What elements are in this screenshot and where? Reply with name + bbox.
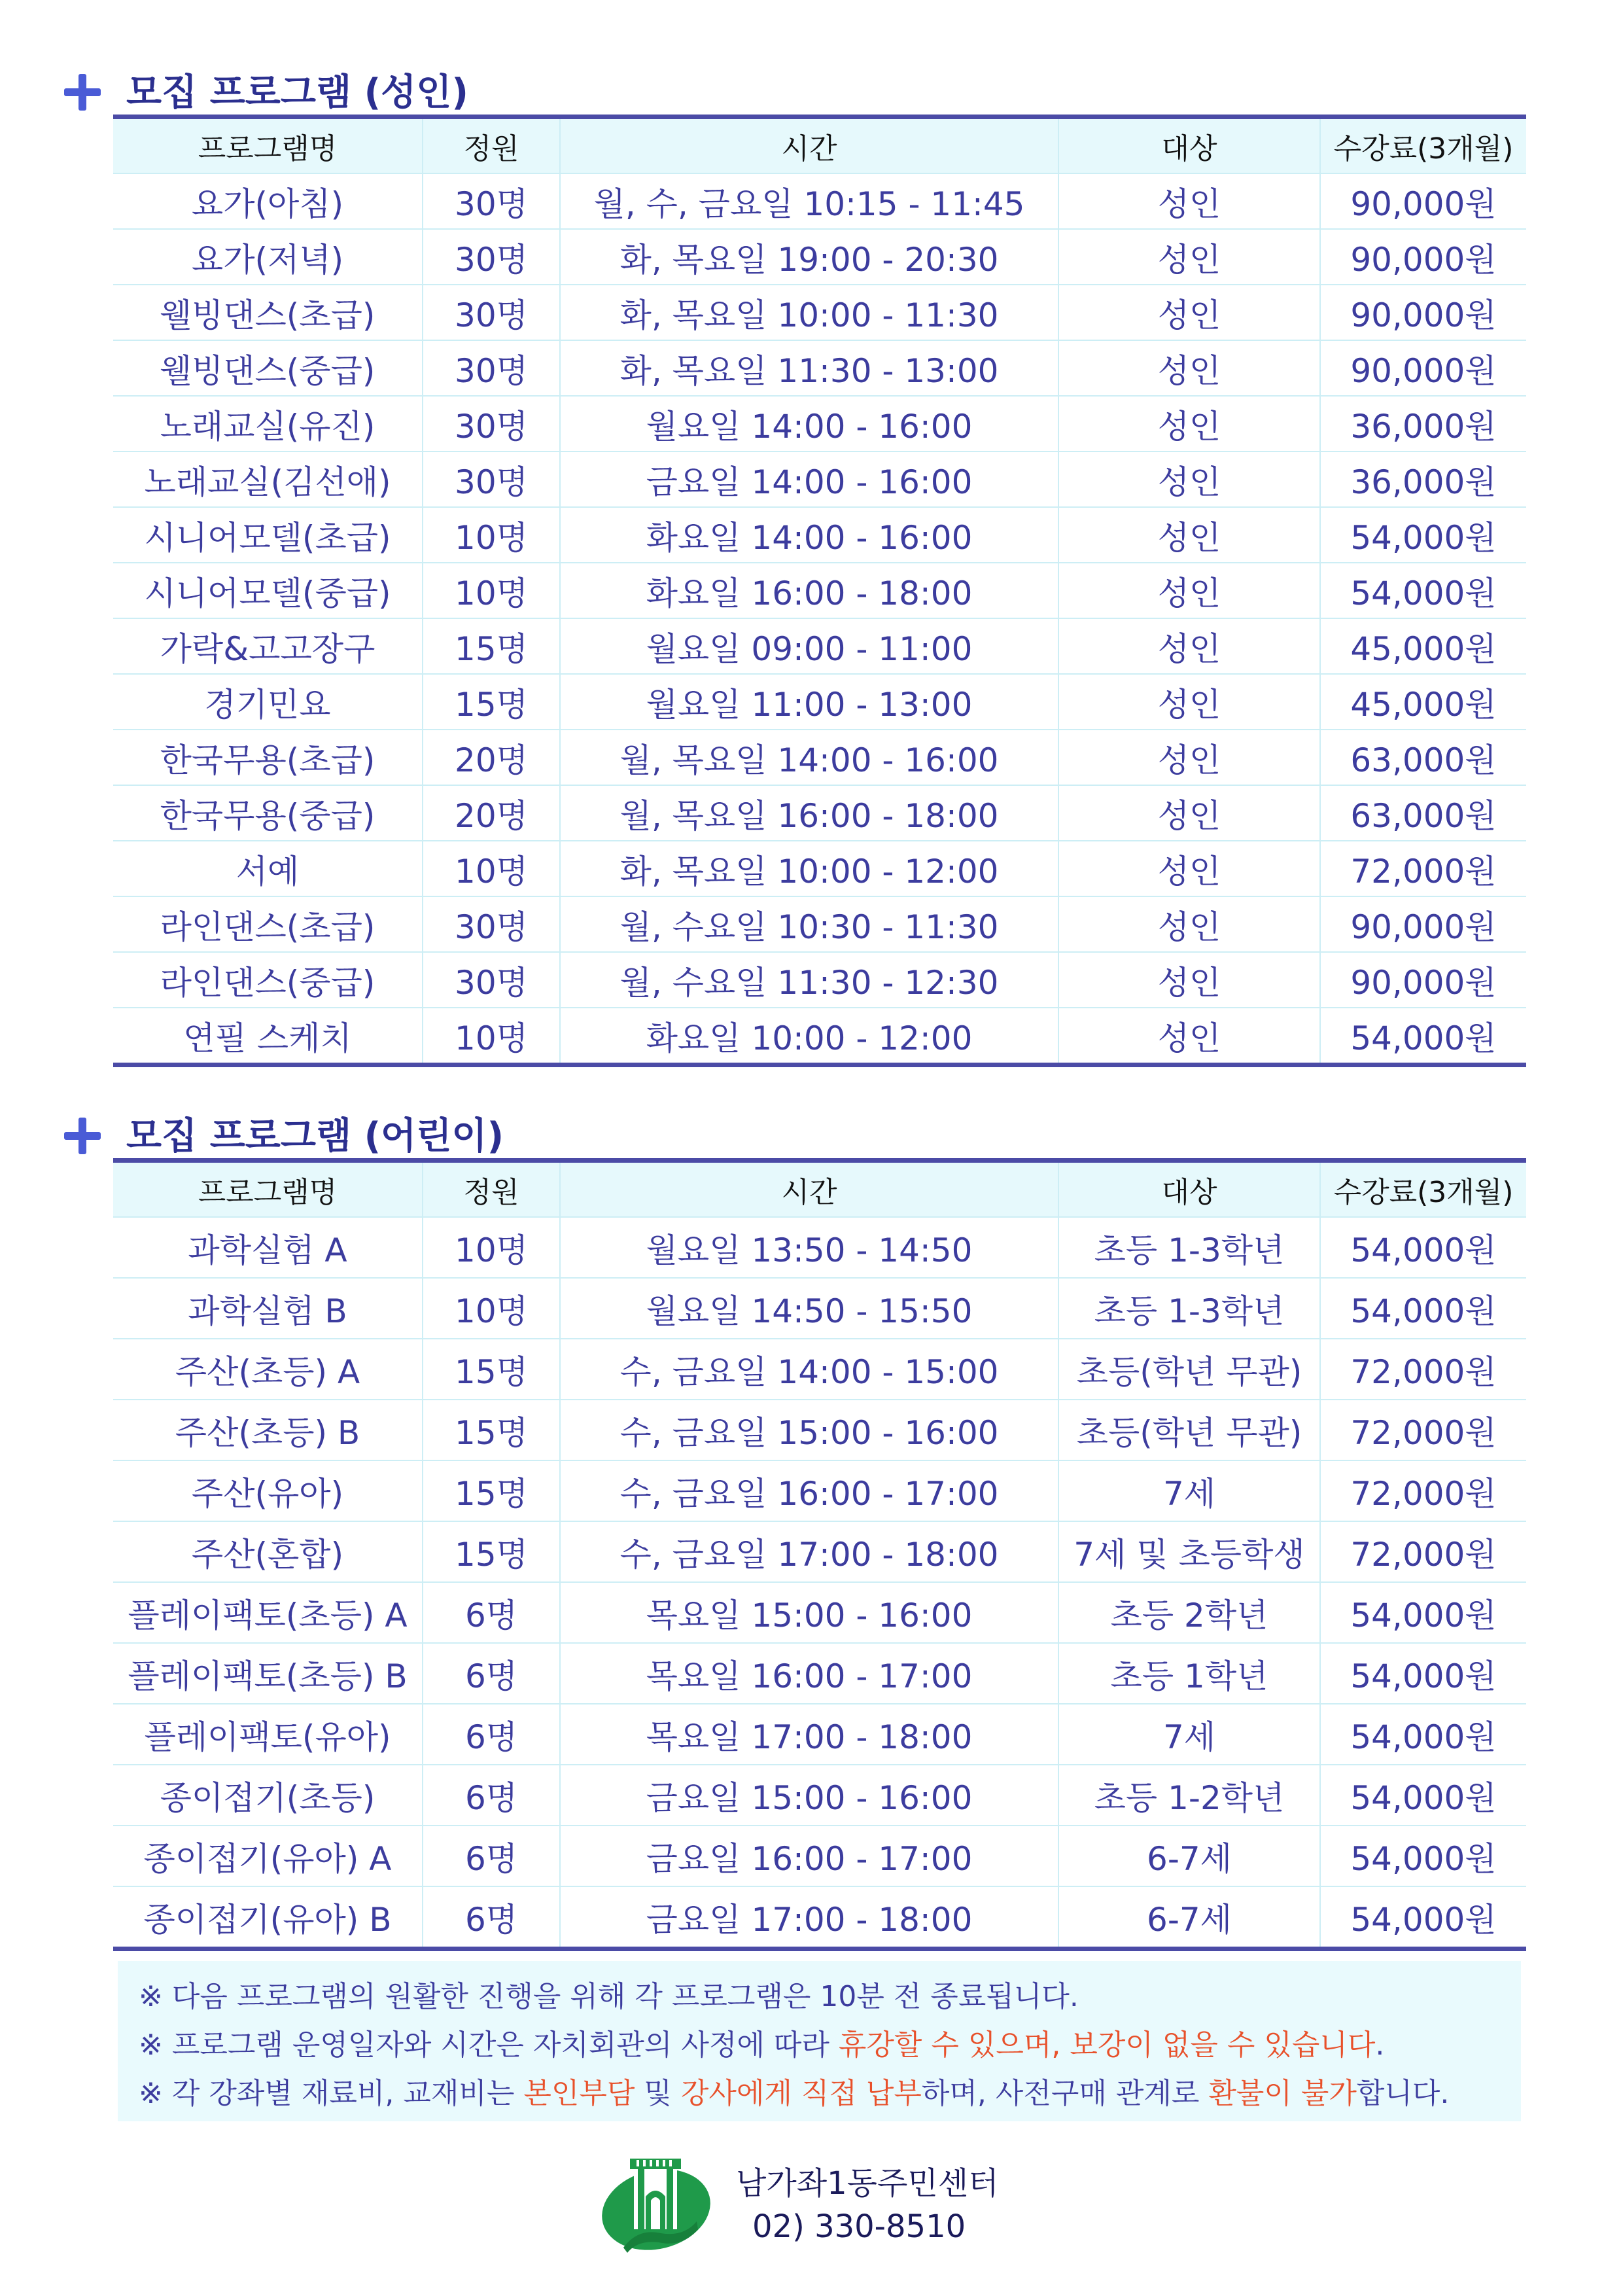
target-cell: 6-7세	[1058, 1826, 1320, 1886]
program-name-cell: 플레이팩토(초등) B	[113, 1643, 423, 1704]
time-cell: 월요일 13:50 - 14:50	[560, 1217, 1058, 1278]
time-cell: 화, 목요일 10:00 - 11:30	[560, 285, 1058, 340]
notice-line	[139, 2070, 1449, 2111]
fee-cell: 72,000원	[1320, 841, 1526, 896]
target-cell: 초등 1-3학년	[1058, 1278, 1320, 1339]
notice-text: 하며, 사전구매 관계로	[921, 2077, 1209, 2110]
time-cell: 수, 금요일 16:00 - 17:00	[560, 1460, 1058, 1521]
table-row	[113, 896, 1526, 952]
time-cell: 월, 목요일 14:00 - 16:00	[560, 730, 1058, 785]
notice-text: ※ 각 강좌별 재료비, 교재비는	[139, 2077, 524, 2110]
capacity-cell: 15명	[423, 618, 560, 674]
kids-programs-table	[113, 1158, 1526, 1951]
program-name-cell: 종이접기(유아) A	[113, 1826, 423, 1886]
time-cell: 금요일 15:00 - 16:00	[560, 1765, 1058, 1826]
fee-cell: 45,000원	[1320, 618, 1526, 674]
table-row	[113, 618, 1526, 674]
org-name: 남가좌1동주민센터	[736, 2165, 999, 2202]
program-name-cell: 라인댄스(초급)	[113, 896, 423, 952]
program-name-cell: 시니어모델(중급)	[113, 563, 423, 618]
target-cell: 성인	[1058, 730, 1320, 785]
target-cell: 성인	[1058, 896, 1320, 952]
table-row	[113, 1765, 1526, 1826]
program-name-cell: 웰빙댄스(초급)	[113, 285, 423, 340]
capacity-cell: 6명	[423, 1582, 560, 1643]
org-phone: 02) 330-8510	[752, 2208, 966, 2245]
table-row	[113, 396, 1526, 451]
capacity-cell: 30명	[423, 340, 560, 396]
time-cell: 화, 목요일 10:00 - 12:00	[560, 841, 1058, 896]
notice-text: 및	[635, 2077, 681, 2110]
capacity-cell: 6명	[423, 1886, 560, 1949]
time-cell: 월요일 09:00 - 11:00	[560, 618, 1058, 674]
fee-cell: 63,000원	[1320, 730, 1526, 785]
notice-highlight: 휴강할 수 있으며, 보강이 없을 수 있습니다	[838, 2028, 1376, 2062]
fee-cell: 54,000원	[1320, 1886, 1526, 1949]
program-name-cell: 플레이팩토(초등) A	[113, 1582, 423, 1643]
header-target: 대상	[1058, 117, 1320, 174]
capacity-cell: 30명	[423, 451, 560, 507]
fee-cell: 90,000원	[1320, 340, 1526, 396]
time-cell: 금요일 16:00 - 17:00	[560, 1826, 1058, 1886]
time-cell: 월, 수, 금요일 10:15 - 11:45	[560, 173, 1058, 229]
table-row	[113, 1826, 1526, 1886]
time-cell: 월요일 14:50 - 15:50	[560, 1278, 1058, 1339]
program-name-cell: 주산(혼합)	[113, 1521, 423, 1582]
target-cell: 성인	[1058, 507, 1320, 563]
plus-icon	[64, 74, 101, 111]
table-header-row	[113, 1161, 1526, 1218]
table-row	[113, 1217, 1526, 1278]
program-name-cell: 주산(초등) A	[113, 1339, 423, 1400]
fee-cell: 54,000원	[1320, 507, 1526, 563]
fee-cell: 54,000원	[1320, 1704, 1526, 1765]
capacity-cell: 15명	[423, 674, 560, 730]
target-cell: 7세	[1058, 1704, 1320, 1765]
fee-cell: 72,000원	[1320, 1339, 1526, 1400]
capacity-cell: 20명	[423, 730, 560, 785]
target-cell: 초등 2학년	[1058, 1582, 1320, 1643]
target-cell: 7세	[1058, 1460, 1320, 1521]
capacity-cell: 15명	[423, 1339, 560, 1400]
target-cell: 성인	[1058, 340, 1320, 396]
table-header-row	[113, 117, 1526, 174]
capacity-cell: 10명	[423, 841, 560, 896]
program-name-cell: 과학실험 A	[113, 1217, 423, 1278]
program-name-cell: 종이접기(유아) B	[113, 1886, 423, 1949]
fee-cell: 90,000원	[1320, 285, 1526, 340]
fee-cell: 54,000원	[1320, 1643, 1526, 1704]
target-cell: 성인	[1058, 396, 1320, 451]
target-cell: 성인	[1058, 563, 1320, 618]
fee-cell: 63,000원	[1320, 785, 1526, 841]
capacity-cell: 30명	[423, 173, 560, 229]
program-name-cell: 플레이팩토(유아)	[113, 1704, 423, 1765]
time-cell: 화요일 10:00 - 12:00	[560, 1008, 1058, 1065]
target-cell: 성인	[1058, 1008, 1320, 1065]
table-row	[113, 1008, 1526, 1065]
table-row	[113, 674, 1526, 730]
adult-section-title: 모집 프로그램 (성인)	[126, 71, 468, 114]
target-cell: 성인	[1058, 173, 1320, 229]
kids-programs-section	[113, 1106, 1526, 1951]
notice-line	[139, 2021, 1384, 2063]
table-row	[113, 340, 1526, 396]
fee-cell: 72,000원	[1320, 1460, 1526, 1521]
table-row	[113, 1886, 1526, 1949]
capacity-cell: 30명	[423, 285, 560, 340]
program-name-cell: 연필 스케치	[113, 1008, 423, 1065]
program-name-cell: 시니어모델(초급)	[113, 507, 423, 563]
header-fee: 수강료(3개월)	[1320, 1161, 1526, 1218]
target-cell: 초등 1학년	[1058, 1643, 1320, 1704]
program-name-cell: 과학실험 B	[113, 1278, 423, 1339]
district-emblem-icon	[599, 2149, 716, 2257]
program-name-cell: 주산(초등) B	[113, 1400, 423, 1460]
header-fee: 수강료(3개월)	[1320, 117, 1526, 174]
adult-section-header	[113, 62, 1526, 115]
kids-section-header	[113, 1106, 1526, 1158]
time-cell: 화요일 14:00 - 16:00	[560, 507, 1058, 563]
time-cell: 금요일 14:00 - 16:00	[560, 451, 1058, 507]
time-cell: 월, 수요일 10:30 - 11:30	[560, 896, 1058, 952]
table-row	[113, 841, 1526, 896]
table-row	[113, 1521, 1526, 1582]
target-cell: 성인	[1058, 229, 1320, 285]
capacity-cell: 15명	[423, 1400, 560, 1460]
target-cell: 성인	[1058, 785, 1320, 841]
target-cell: 6-7세	[1058, 1886, 1320, 1949]
fee-cell: 90,000원	[1320, 896, 1526, 952]
table-row	[113, 229, 1526, 285]
capacity-cell: 30명	[423, 896, 560, 952]
program-name-cell: 종이접기(초등)	[113, 1765, 423, 1826]
program-name-cell: 웰빙댄스(중급)	[113, 340, 423, 396]
header-program-name: 프로그램명	[113, 117, 423, 174]
program-name-cell: 한국무용(초급)	[113, 730, 423, 785]
time-cell: 금요일 17:00 - 18:00	[560, 1886, 1058, 1949]
capacity-cell: 15명	[423, 1460, 560, 1521]
capacity-cell: 10명	[423, 563, 560, 618]
header-capacity: 정원	[423, 117, 560, 174]
target-cell: 성인	[1058, 618, 1320, 674]
header-capacity: 정원	[423, 1161, 560, 1218]
target-cell: 초등 1-2학년	[1058, 1765, 1320, 1826]
fee-cell: 36,000원	[1320, 451, 1526, 507]
fee-cell: 45,000원	[1320, 674, 1526, 730]
program-name-cell: 요가(아침)	[113, 173, 423, 229]
notice-highlight: 강사에게 직접 납부	[680, 2077, 922, 2110]
table-row	[113, 563, 1526, 618]
time-cell: 목요일 16:00 - 17:00	[560, 1643, 1058, 1704]
time-cell: 수, 금요일 14:00 - 15:00	[560, 1339, 1058, 1400]
fee-cell: 54,000원	[1320, 1217, 1526, 1278]
target-cell: 성인	[1058, 674, 1320, 730]
capacity-cell: 6명	[423, 1826, 560, 1886]
program-name-cell: 요가(저녁)	[113, 229, 423, 285]
notice-line	[139, 1973, 1079, 2015]
time-cell: 수, 금요일 17:00 - 18:00	[560, 1521, 1058, 1582]
capacity-cell: 6명	[423, 1704, 560, 1765]
notice-text: 합니다.	[1356, 2077, 1450, 2110]
program-name-cell: 노래교실(유진)	[113, 396, 423, 451]
capacity-cell: 30명	[423, 952, 560, 1008]
table-row	[113, 1643, 1526, 1704]
fee-cell: 72,000원	[1320, 1521, 1526, 1582]
target-cell: 초등(학년 무관)	[1058, 1400, 1320, 1460]
target-cell: 성인	[1058, 451, 1320, 507]
program-name-cell: 한국무용(중급)	[113, 785, 423, 841]
notice-text: ※ 다음 프로그램의 원활한 진행을 위해 각 프로그램은 10분 전 종료됩니다.	[139, 1980, 1079, 2013]
table-row	[113, 451, 1526, 507]
fee-cell: 36,000원	[1320, 396, 1526, 451]
table-row	[113, 1400, 1526, 1460]
time-cell: 월, 목요일 16:00 - 18:00	[560, 785, 1058, 841]
time-cell: 월, 수요일 11:30 - 12:30	[560, 952, 1058, 1008]
table-row	[113, 1278, 1526, 1339]
fee-cell: 54,000원	[1320, 1826, 1526, 1886]
fee-cell: 54,000원	[1320, 563, 1526, 618]
capacity-cell: 10명	[423, 1278, 560, 1339]
plus-icon	[64, 1118, 101, 1154]
table-row	[113, 1582, 1526, 1643]
capacity-cell: 10명	[423, 507, 560, 563]
notice-box	[118, 1961, 1521, 2121]
header-program-name: 프로그램명	[113, 1161, 423, 1218]
target-cell: 초등 1-3학년	[1058, 1217, 1320, 1278]
time-cell: 월요일 11:00 - 13:00	[560, 674, 1058, 730]
fee-cell: 54,000원	[1320, 1582, 1526, 1643]
capacity-cell: 6명	[423, 1765, 560, 1826]
table-row	[113, 173, 1526, 229]
header-time: 시간	[560, 117, 1058, 174]
capacity-cell: 15명	[423, 1521, 560, 1582]
time-cell: 화, 목요일 11:30 - 13:00	[560, 340, 1058, 396]
adult-programs-section	[113, 62, 1526, 1067]
capacity-cell: 6명	[423, 1643, 560, 1704]
program-name-cell: 서예	[113, 841, 423, 896]
notice-text: ※ 프로그램 운영일자와 시간은 자치회관의 사정에 따라	[139, 2028, 839, 2062]
capacity-cell: 10명	[423, 1217, 560, 1278]
table-row	[113, 785, 1526, 841]
time-cell: 월요일 14:00 - 16:00	[560, 396, 1058, 451]
table-row	[113, 1704, 1526, 1765]
program-name-cell: 노래교실(김선애)	[113, 451, 423, 507]
table-row	[113, 507, 1526, 563]
table-row	[113, 952, 1526, 1008]
capacity-cell: 20명	[423, 785, 560, 841]
target-cell: 성인	[1058, 952, 1320, 1008]
header-target: 대상	[1058, 1161, 1320, 1218]
table-row	[113, 1339, 1526, 1400]
target-cell: 성인	[1058, 285, 1320, 340]
program-name-cell: 가락&고고장구	[113, 618, 423, 674]
fee-cell: 90,000원	[1320, 952, 1526, 1008]
program-name-cell: 경기민요	[113, 674, 423, 730]
program-name-cell: 라인댄스(중급)	[113, 952, 423, 1008]
fee-cell: 90,000원	[1320, 229, 1526, 285]
capacity-cell: 10명	[423, 1008, 560, 1065]
notice-highlight: 본인부담	[523, 2077, 635, 2110]
table-row	[113, 1460, 1526, 1521]
fee-cell: 72,000원	[1320, 1400, 1526, 1460]
fee-cell: 54,000원	[1320, 1765, 1526, 1826]
time-cell: 화요일 16:00 - 18:00	[560, 563, 1058, 618]
time-cell: 수, 금요일 15:00 - 16:00	[560, 1400, 1058, 1460]
table-row	[113, 730, 1526, 785]
capacity-cell: 30명	[423, 396, 560, 451]
fee-cell: 54,000원	[1320, 1008, 1526, 1065]
adult-programs-table	[113, 115, 1526, 1067]
kids-section-title: 모집 프로그램 (어린이)	[126, 1115, 504, 1157]
time-cell: 목요일 17:00 - 18:00	[560, 1704, 1058, 1765]
program-name-cell: 주산(유아)	[113, 1460, 423, 1521]
notice-highlight: 환불이 불가	[1208, 2077, 1357, 2110]
time-cell: 화, 목요일 19:00 - 20:30	[560, 229, 1058, 285]
notice-text: .	[1375, 2028, 1385, 2062]
capacity-cell: 30명	[423, 229, 560, 285]
fee-cell: 90,000원	[1320, 173, 1526, 229]
table-row	[113, 285, 1526, 340]
target-cell: 성인	[1058, 841, 1320, 896]
target-cell: 초등(학년 무관)	[1058, 1339, 1320, 1400]
fee-cell: 54,000원	[1320, 1278, 1526, 1339]
time-cell: 목요일 15:00 - 16:00	[560, 1582, 1058, 1643]
target-cell: 7세 및 초등학생	[1058, 1521, 1320, 1582]
header-time: 시간	[560, 1161, 1058, 1218]
